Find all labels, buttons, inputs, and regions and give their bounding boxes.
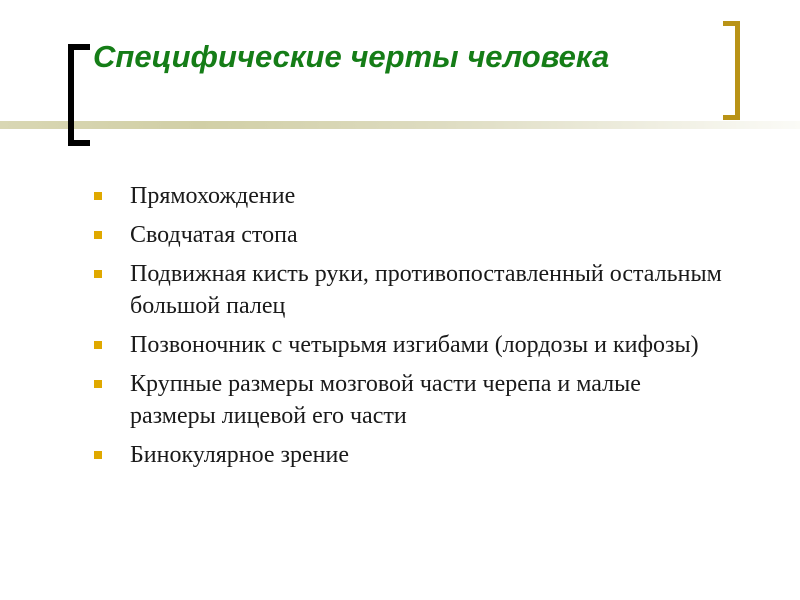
square-bullet-icon [94, 380, 102, 388]
square-bullet-icon [94, 451, 102, 459]
bullet-item [92, 329, 732, 361]
slide-title: Специфические черты человека [93, 39, 610, 74]
bullet-item [92, 180, 732, 212]
right-bracket-decoration [723, 21, 740, 120]
left-bracket-bar [68, 44, 74, 146]
bullet-text: Сводчатая стопа [130, 222, 298, 248]
bullet-item [92, 439, 732, 471]
bullet-text: Подвижная кисть руки, противопоставленный остальным большой палец [130, 261, 722, 319]
square-bullet-icon [94, 341, 102, 349]
left-bracket-top-hook [68, 44, 90, 50]
bullet-item [92, 219, 732, 251]
bullet-text: Прямохождение [130, 183, 296, 209]
bullet-text: Крупные размеры мозговой части черепа и малые размеры лицевой его части [130, 371, 641, 429]
bullet-text: Бинокулярное зрение [130, 442, 350, 468]
square-bullet-icon [94, 270, 102, 278]
right-bracket-bar [735, 21, 740, 120]
bullet-list [92, 180, 732, 478]
left-bracket-decoration [68, 44, 90, 146]
right-bracket-top-hook [723, 21, 740, 26]
bullet-text: Позвоночник с четырьмя изгибами (лордозы и кифозы) [130, 332, 699, 358]
square-bullet-icon [94, 231, 102, 239]
square-bullet-icon [94, 192, 102, 200]
bullet-item [92, 258, 732, 322]
left-bracket-bottom-hook [68, 140, 90, 146]
title-underline-band [0, 121, 800, 129]
bullet-item [92, 368, 732, 432]
right-bracket-bottom-hook [723, 115, 740, 120]
